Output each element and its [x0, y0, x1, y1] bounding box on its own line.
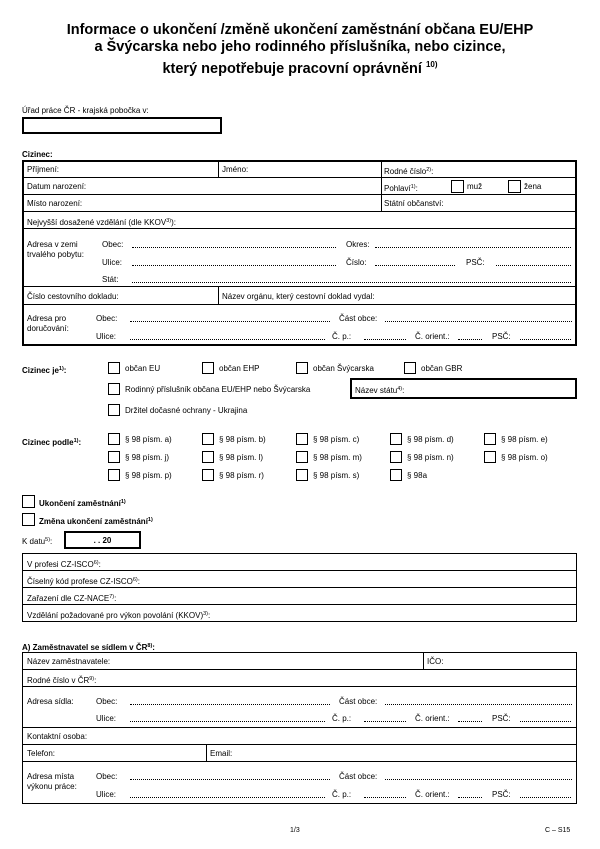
- ukonceni-label: Ukončení zaměstnání$^{1)}$: [39, 499, 126, 508]
- kontaktni-osoba-label: Kontaktní osoba:: [27, 732, 88, 741]
- checkbox-98b[interactable]: [202, 433, 214, 445]
- title-line-2: a Švýcarska nebo jeho rodinného příslušníka, nebo cizince,: [94, 39, 506, 55]
- dor-ulice-label: Ulice:: [96, 332, 117, 341]
- checkbox-98d[interactable]: [390, 433, 402, 445]
- checkbox-98n[interactable]: [390, 451, 402, 463]
- ulice-label: Ulice:: [102, 258, 123, 267]
- misto-ulice-label: Ulice:: [96, 790, 117, 799]
- checkbox-98l[interactable]: [202, 451, 214, 463]
- jmeno-label: Jméno:: [222, 165, 249, 174]
- page-number: 1/3: [290, 827, 300, 834]
- vzdelani-label: Nejvyšší dosažené vzdělání (dle KKOV$^{3)}$):: [27, 218, 176, 227]
- misto-obec-label: Obec:: [96, 772, 118, 781]
- misto-vykonu-label-1: Adresa místa: [27, 772, 75, 781]
- k-datu-input[interactable]: [64, 531, 141, 549]
- ico-label: IČO:: [427, 657, 444, 666]
- dor-cast-obce-label: Část obce:: [339, 314, 378, 323]
- checkbox-98j[interactable]: [108, 451, 120, 463]
- cz-isco-label: V profesi CZ-ISCO$^{6)}$:: [27, 560, 101, 569]
- obcan-ehp-label: občan EHP: [219, 364, 260, 373]
- form-title: [0, 22, 600, 78]
- title-line-3: který nepotřebuje pracovní oprávnění $^{10)}$: [162, 60, 438, 77]
- checkbox-obcan-svycarska[interactable]: [296, 362, 308, 374]
- checkbox-obcan-eu[interactable]: [108, 362, 120, 374]
- checkbox-98p[interactable]: [108, 469, 120, 481]
- stat-label: Stát:: [102, 275, 119, 284]
- checkbox-obcan-gbr[interactable]: [404, 362, 416, 374]
- label-98j: § 98 písm. j): [125, 453, 170, 462]
- title-line-1: Informace o ukončení /změně ukončení zaměstnání občana EU/EHP: [66, 22, 534, 38]
- checkbox-rodinny-prislusnik[interactable]: [108, 383, 120, 395]
- misto-vykonu-label-2: výkonu práce:: [27, 782, 77, 791]
- label-98p: § 98 písm. p): [125, 471, 172, 480]
- k-datu-label: K datu$^{5)}$:: [22, 537, 53, 546]
- pohlavi-label: Pohlaví$^{1)}$:: [384, 184, 418, 193]
- dor-psc-label: PSČ:: [492, 332, 511, 341]
- statni-obcanstvi-label: Státní občanství:: [384, 199, 444, 208]
- obec-label: Obec:: [102, 240, 124, 249]
- zam-rodne-cislo-label: Rodné číslo v ČR$^{9)}$:: [27, 676, 97, 685]
- sidlo-cp-label: Č. p.:: [332, 714, 352, 723]
- obcan-gbr-label: občan GBR: [421, 364, 463, 373]
- label-98d: § 98 písm. d): [407, 435, 454, 444]
- checkbox-98s[interactable]: [296, 469, 308, 481]
- urad-label: Úřad práce ČR - krajská pobočka v:: [22, 106, 149, 115]
- cizinec-je-heading: Cizinec $je^{1)}$:: [22, 366, 67, 375]
- label-98-a: § 98a: [407, 471, 428, 480]
- datum-narozeni-label: Datum narození:: [27, 182, 87, 191]
- form-code: C – S15: [545, 827, 571, 834]
- cizinec-podle-heading: Cizinec podle$^{1)}$:: [22, 438, 82, 447]
- organ-label: Název orgánu, který cestovní doklad vydal:: [222, 292, 375, 301]
- nazev-zamestnavatele-label: Název zaměstnavatele:: [27, 657, 111, 666]
- nazev-statu-label: Název státu$^{4)}$:: [355, 386, 405, 395]
- label-98c: § 98 písm. c): [313, 435, 360, 444]
- zena-label: žena: [524, 182, 542, 191]
- label-98e: § 98 písm. e): [501, 435, 548, 444]
- obcan-eu-label: občan EU: [125, 364, 161, 373]
- dor-corient-label: Č. orient.:: [415, 332, 450, 341]
- sidlo-cast-obce-label: Část obce:: [339, 697, 378, 706]
- kod-profese-label: Číselný kód profese CZ-ISCO$^{6)}$:: [27, 577, 140, 586]
- checkbox-98r[interactable]: [202, 469, 214, 481]
- rodne-cislo-label: Rodné číslo$^{2)}$:: [384, 167, 434, 176]
- misto-cast-obce-label: Část obce:: [339, 772, 378, 781]
- cestovni-doklad-label: Číslo cestovního dokladu:: [27, 292, 119, 301]
- misto-narozeni-label: Místo narození:: [27, 199, 83, 208]
- vzdelani-pozadovane-label: Vzdělání požadované pro výkon povolání (KKOV)$^{3)}$:: [27, 611, 211, 620]
- checkbox-98a[interactable]: [108, 433, 120, 445]
- telefon-label: Telefon:: [27, 749, 56, 758]
- email-label: Email:: [210, 749, 233, 758]
- sidlo-corient-label: Č. orient.:: [415, 714, 450, 723]
- label-98m: § 98 písm. m): [313, 453, 362, 462]
- label-98b: § 98 písm. b): [219, 435, 266, 444]
- misto-corient-label: Č. orient.:: [415, 790, 450, 799]
- psc-label: PSČ:: [466, 258, 485, 267]
- checkbox-muz[interactable]: [451, 180, 464, 193]
- misto-cp-label: Č. p.:: [332, 790, 352, 799]
- muz-label: muž: [467, 182, 483, 191]
- label-98a: § 98 písm. a): [125, 435, 172, 444]
- checkbox-obcan-ehp[interactable]: [202, 362, 214, 374]
- adresa-trvaly-label-1: Adresa v zemi: [27, 240, 78, 249]
- checkbox-98o[interactable]: [484, 451, 496, 463]
- checkbox-zmena[interactable]: [22, 513, 35, 526]
- adresa-sidla-label: Adresa sídla:: [27, 697, 74, 706]
- rodinny-prislusnik-label: Rodinný příslušník občana EU/EHP nebo Švýcarska: [125, 385, 311, 394]
- zamestnavatel-heading: A) Zaměstnavatel se sídlem v ČR$^{8)}$:: [22, 643, 155, 652]
- urad-input[interactable]: [22, 117, 222, 134]
- checkbox-zena[interactable]: [508, 180, 521, 193]
- sidlo-psc-label: PSČ:: [492, 714, 511, 723]
- checkbox-98c[interactable]: [296, 433, 308, 445]
- sidlo-obec-label: Obec:: [96, 697, 118, 706]
- cislo-label: Číslo:: [346, 258, 367, 267]
- cz-nace-label: Zařazení dle CZ-NACE$^{7)}$:: [27, 594, 117, 603]
- label-98n: § 98 písm. n): [407, 453, 454, 462]
- label-98s: § 98 písm. s): [313, 471, 360, 480]
- dor-obec-label: Obec:: [96, 314, 118, 323]
- label-98r: § 98 písm. r): [219, 471, 264, 480]
- sidlo-ulice-label: Ulice:: [96, 714, 117, 723]
- misto-psc-label: PSČ:: [492, 790, 511, 799]
- ukrajina-label: Držitel dočasné ochrany - Ukrajina: [125, 406, 248, 415]
- checkbox-ukrajina[interactable]: [108, 404, 120, 416]
- dorucovani-label-1: Adresa pro: [27, 314, 67, 323]
- dorucovani-label-2: doručování:: [27, 324, 69, 333]
- label-98l: § 98 písm. l): [219, 453, 264, 462]
- checkbox-ukonceni[interactable]: [22, 495, 35, 508]
- prijmeni-label: Příjmení:: [27, 165, 60, 174]
- zmena-label: Změna ukončení zaměstnání$^{1)}$: [39, 517, 153, 526]
- cizinec-heading: Cizinec:: [22, 150, 53, 159]
- checkbox-98e[interactable]: [484, 433, 496, 445]
- adresa-trvaly-label-2: trvalého pobytu:: [27, 250, 84, 259]
- checkbox-98m[interactable]: [296, 451, 308, 463]
- okres-label: Okres:: [346, 240, 370, 249]
- obcan-svycarska-label: občan Švýcarska: [313, 364, 374, 373]
- dor-cp-label: Č. p.:: [332, 332, 352, 341]
- k-datu-value: . . 20: [93, 536, 112, 545]
- label-98o: § 98 písm. o): [501, 453, 548, 462]
- checkbox-98-a[interactable]: [390, 469, 402, 481]
